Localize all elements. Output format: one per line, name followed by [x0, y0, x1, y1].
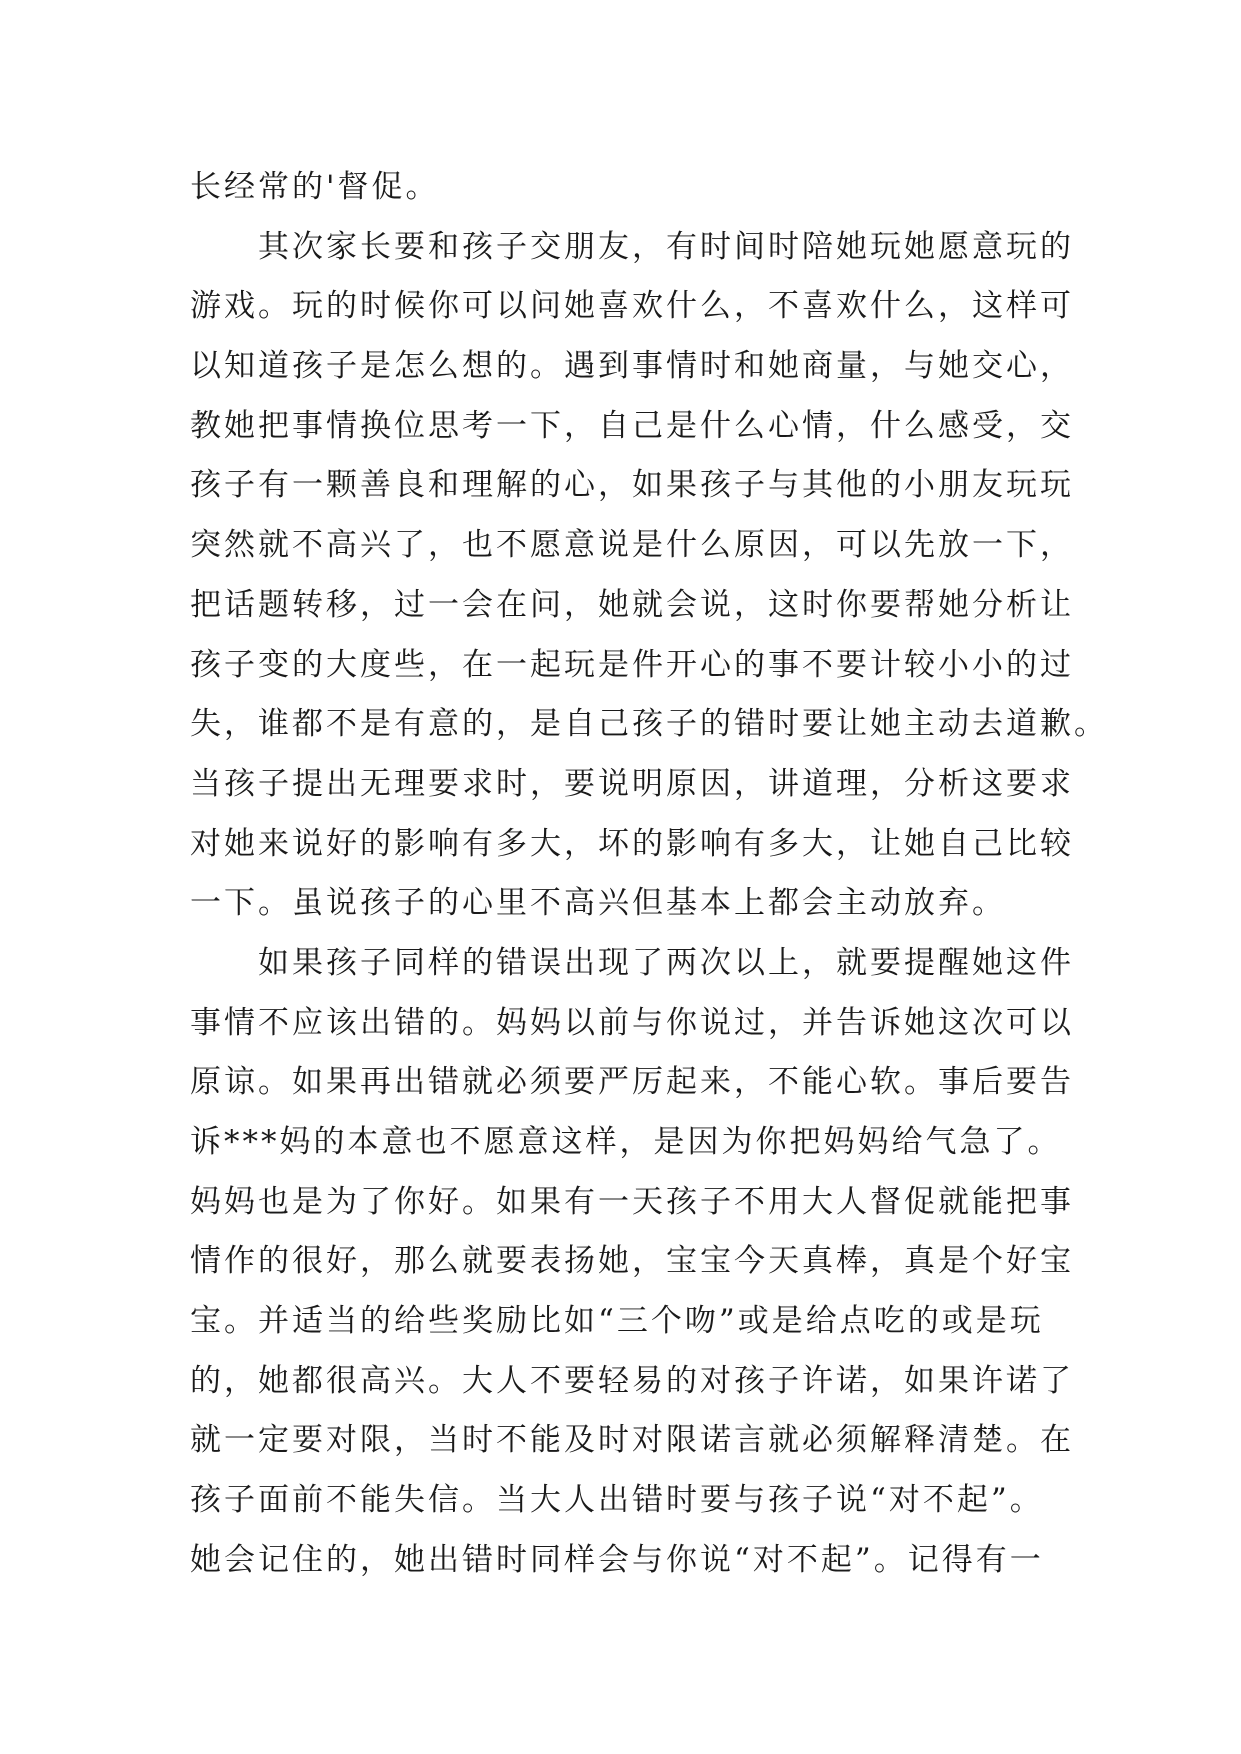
- text-line: 教她把事情换位思考一下，自己是什么心情，什么感受，交: [190, 407, 1074, 444]
- text-line: 失，谁都不是有意的，是自己孩子的错时要让她主动去道歉。: [190, 706, 1108, 743]
- text-line: 原谅。如果再出错就必须要严厉起来，不能心软。事后要告: [190, 1064, 1074, 1101]
- text-line: 对她来说好的影响有多大，坏的影响有多大，让她自己比较: [190, 825, 1074, 862]
- text-line: 游戏。玩的时候你可以问她喜欢什么，不喜欢什么，这样可: [190, 288, 1074, 325]
- text-line: 情作的很好，那么就要表扬她，宝宝今天真棒，真是个好宝: [190, 1243, 1074, 1280]
- text-line: 事情不应该出错的。妈妈以前与你说过，并告诉她这次可以: [190, 1004, 1074, 1041]
- text-line: 一下。虽说孩子的心里不高兴但基本上都会主动放弃。: [190, 885, 1006, 922]
- text-line: 宝。并适当的给些奖励比如“三个吻”或是给点吃的或是玩: [190, 1303, 1044, 1340]
- text-line: 她会记住的，她出错时同样会与你说“对不起”。记得有一: [190, 1541, 1044, 1578]
- text-line: 突然就不高兴了，也不愿意说是什么原因，可以先放一下，: [190, 527, 1074, 564]
- text-line: 当孩子提出无理要求时，要说明原因，讲道理，分析这要求: [190, 765, 1074, 802]
- text-line: 以知道孩子是怎么想的。遇到事情时和她商量，与她交心，: [190, 348, 1074, 385]
- body-text: [190, 158, 1108, 1591]
- text-line: 的，她都很高兴。大人不要轻易的对孩子许诺，如果许诺了: [190, 1362, 1074, 1399]
- paragraph-first-line: 其次家长要和孩子交朋友，有时间时陪她玩她愿意玩的: [258, 228, 1074, 265]
- text-line: 把话题转移，过一会在问，她就会说，这时你要帮她分析让: [190, 586, 1074, 623]
- text-line: 就一定要对限，当时不能及时对限诺言就必须解释清楚。在: [190, 1422, 1074, 1459]
- text-line: 长经常的'督促。: [190, 169, 440, 205]
- paragraph-first-line: 如果孩子同样的错误出现了两次以上，就要提醒她这件: [258, 944, 1074, 981]
- text-line: 妈妈也是为了你好。如果有一天孩子不用大人督促就能把事: [190, 1183, 1074, 1220]
- text-line: 孩子面前不能失信。当大人出错时要与孩子说“对不起”。: [190, 1482, 1044, 1519]
- text-line: 孩子变的大度些，在一起玩是件开心的事不要计较小小的过: [190, 646, 1074, 683]
- text-line: 孩子有一颗善良和理解的心，如果孩子与其他的小朋友玩玩: [190, 467, 1074, 504]
- text-line: 诉***妈的本意也不愿意这样，是因为你把妈妈给气急了。: [190, 1124, 1062, 1160]
